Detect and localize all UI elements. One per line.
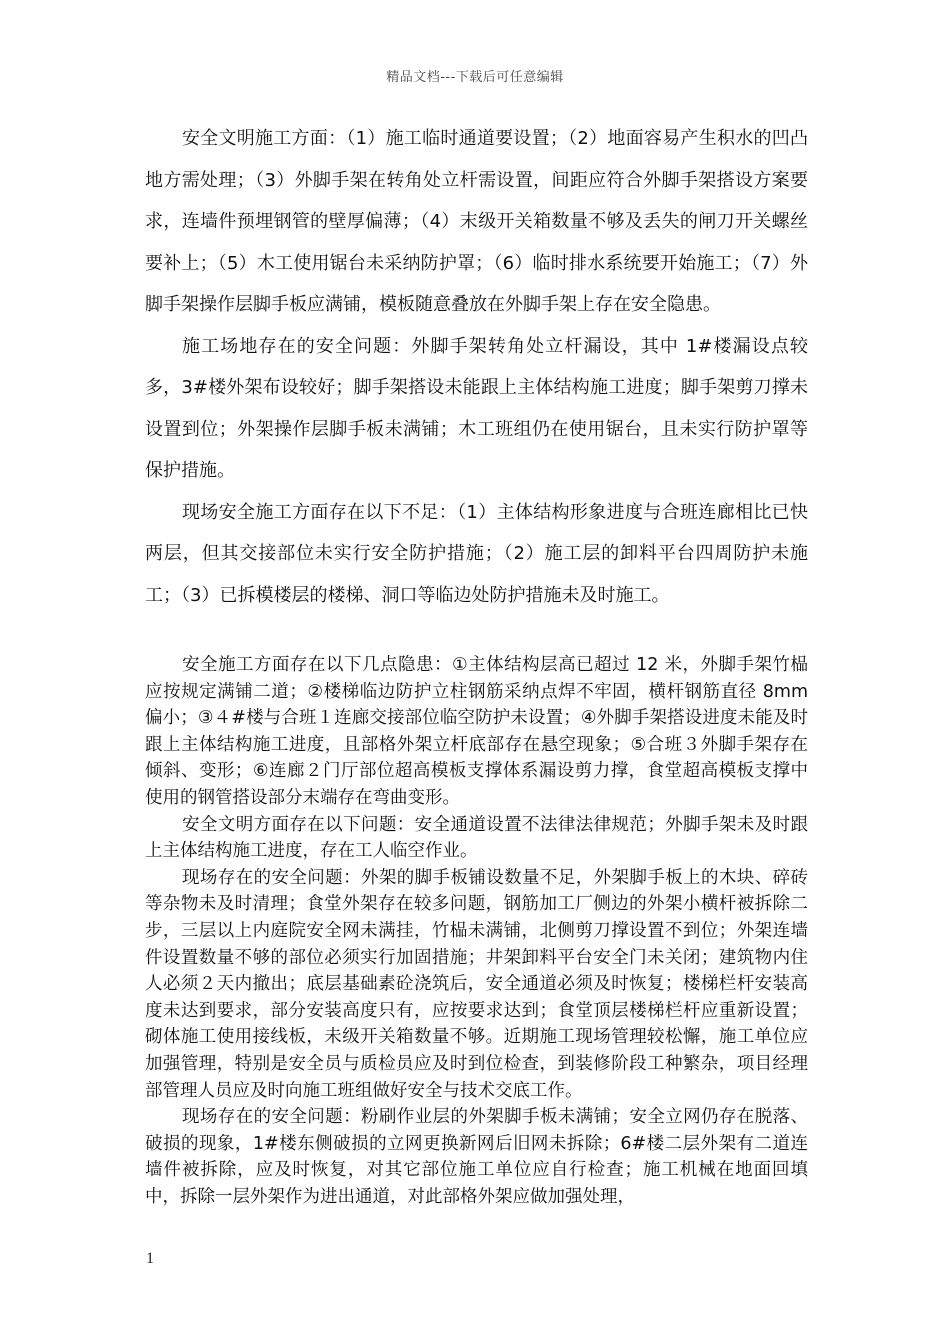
paragraph: 安全文明施工方面：（1）施工临时通道要设置；（2）地面容易产生积水的凹凸地方需处理；（3）外脚手架在转角处立杆需设置，间距应符合外脚手架搭设方案要求，连墙件预埋钢管的壁厚偏薄；（4）末级开关箱数量不够及丢失的闸刀开关螺丝要补上；（5）木工使用锯台未采纳防护罩；（6）临时排水系统要开始施工；（7）外脚手架操作层脚手板应满铺，模板随意叠放在外脚手架上存在安全隐患。	[145, 128, 808, 315]
body-section-loose	[145, 118, 808, 616]
paragraph: 现场存在的安全问题：外架的脚手板铺设数量不足，外架脚手板上的木块、碎砖等杂物未及时清理；食堂外架存在较多问题，钢筋加工厂侧边的外架小横杆被拆除二步，三层以上内庭院安全网未满挂，竹榀未满铺，北侧剪刀撑设置不到位；外架连墙件设置数量不够的部位必须实行加固措施；井架卸料平台安全门未关闭；建筑物内住人必须２天内撤出；底层基础素砼浇筑后，安全通道必须及时恢复；楼梯栏杆安装高度未达到要求，部分安装高度只有，应按要求达到；食堂顶层楼梯栏杆应重新设置；砌体施工使用接线板，未级开关箱数量不够。近期施工现场管理较松懈，施工单位应加强管理，特别是安全员与质检员应及时到位检查，到装修阶段工种繁杂，项目经理部管理人员应及时向施工班组做好安全与技术交底工作。	[145, 867, 808, 1101]
paragraph: 安全文明方面存在以下问题：安全通道设置不法律法律规范；外脚手架未及时跟上主体结构施工进度，存在工人临空作业。	[145, 814, 808, 862]
page-number: 1	[146, 1250, 154, 1267]
paragraph: 现场安全施工方面存在以下不足：（1）主体结构形象进度与合班连廊相比已快两层，但其交接部位未实行安全防护措施；（2）施工层的卸料平台四周防护未施工；（3）已拆模楼层的楼梯、洞口等临边处防护措施未及时施工。	[145, 501, 808, 606]
page-header: 精品文档---下载后可任意编辑	[386, 70, 564, 85]
body-section-tight	[145, 652, 808, 1210]
paragraph: 安全施工方面存在以下几点隐患：①主体结构层高已超过 12 米，外脚手架竹榀应按规定满铺二道；②楼梯临边防护立柱钢筋采纳点焊不牢固，横杆钢筋直径 8mm 偏小；③４#楼与合班１连廊交接部位临空防护未设置；④外脚手架搭设进度未能及时跟上主体结构施工进度，且部格外架立杆底部存在悬空现象；⑤合班３外脚手架存在倾斜、变形；⑥连廊２门厅部位超高模板支撑体系漏设剪力撑，食堂超高模板支撑中使用的钢管搭设部分末端存在弯曲变形。	[145, 655, 808, 808]
paragraph: 施工场地存在的安全问题：外脚手架转角处立杆漏设，其中 1#楼漏设点较多，3#楼外架布设较好；脚手架搭设未能跟上主体结构施工进度；脚手架剪刀撑未设置到位；外架操作层脚手板未满铺；木工班组仍在使用锯台，且未实行防护罩等保护措施。	[145, 335, 808, 481]
paragraph: 现场存在的安全问题：粉刷作业层的外架脚手板未满铺；安全立网仍存在脱落、破损的现象，1#楼东侧破损的立网更换新网后旧网未拆除；6#楼二层外架有二道连墙件被拆除，应及时恢复，对其它部位施工单位应自行检查；施工机械在地面回填中，拆除一层外架作为进出通道，对此部格外架应做加强处理，	[145, 1107, 808, 1207]
